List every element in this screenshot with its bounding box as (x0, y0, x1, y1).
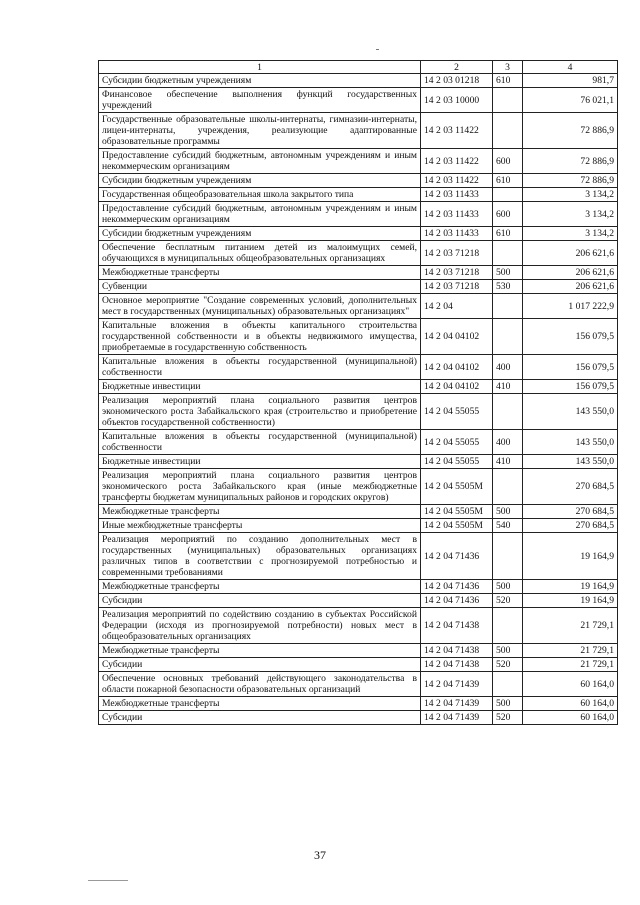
budget-table (98, 60, 618, 725)
row-expense-type-cell: 500 (493, 505, 523, 519)
row-expense-type-cell: 540 (493, 519, 523, 533)
row-code-cell: 14 2 04 55055 (421, 430, 493, 455)
row-sum-cell: 21 729,1 (523, 658, 618, 672)
row-expense-type-cell: 500 (493, 580, 523, 594)
page-number: 37 (314, 848, 326, 862)
row-name-cell: Межбюджетные трансферты (99, 580, 421, 594)
table-row (99, 113, 618, 149)
table-row (99, 149, 618, 174)
table-body (99, 74, 618, 725)
row-expense-type-cell: 410 (493, 455, 523, 469)
row-code-cell: 14 2 04 04102 (421, 355, 493, 380)
row-name-cell: Бюджетные инвестиции (99, 455, 421, 469)
row-name-cell: Реализация мероприятий плана социального развития центров экономического роста Забайкальского края (строительство и приобретение объектов государственной собственности) (99, 394, 421, 430)
row-expense-type-cell (493, 294, 523, 319)
row-name-cell: Финансовое обеспечение выполнения функций государственных учреждений (99, 88, 421, 113)
table-row (99, 227, 618, 241)
row-sum-cell: 21 729,1 (523, 644, 618, 658)
table-row (99, 697, 618, 711)
row-expense-type-cell: 530 (493, 280, 523, 294)
row-name-cell: Капитальные вложения в объекты капитального строительства государственной собственности и в объекты недвижимого имущества, приобретаемые в государственную собственность (99, 319, 421, 355)
row-expense-type-cell (493, 319, 523, 355)
row-name-cell: Реализация мероприятий по содействию созданию в субъектах Российской Федерации (исходя из прогнозируемой потребности) новых мест в общеобразовательных организациях (99, 608, 421, 644)
table-row (99, 505, 618, 519)
row-code-cell: 14 2 03 11433 (421, 202, 493, 227)
row-code-cell: 14 2 03 11422 (421, 149, 493, 174)
row-expense-type-cell: 500 (493, 266, 523, 280)
row-sum-cell: 19 164,9 (523, 533, 618, 580)
table-row (99, 188, 618, 202)
row-sum-cell: 143 550,0 (523, 394, 618, 430)
row-name-cell: Межбюджетные трансферты (99, 505, 421, 519)
row-sum-cell: 76 021,1 (523, 88, 618, 113)
row-code-cell: 14 2 03 71218 (421, 280, 493, 294)
row-sum-cell: 3 134,2 (523, 202, 618, 227)
row-code-cell: 14 2 03 11433 (421, 227, 493, 241)
table-row (99, 355, 618, 380)
row-name-cell: Бюджетные инвестиции (99, 380, 421, 394)
header-col-2: 2 (421, 61, 493, 74)
row-code-cell: 14 2 03 01218 (421, 74, 493, 88)
row-code-cell: 14 2 03 10000 (421, 88, 493, 113)
table-row (99, 658, 618, 672)
row-code-cell: 14 2 03 71218 (421, 266, 493, 280)
table-row (99, 319, 618, 355)
row-sum-cell: 981,7 (523, 74, 618, 88)
row-name-cell: Капитальные вложения в объекты государственной (муниципальной) собственности (99, 355, 421, 380)
table-row (99, 608, 618, 644)
row-expense-type-cell: 610 (493, 227, 523, 241)
row-name-cell: Субсидии бюджетным учреждениям (99, 174, 421, 188)
row-code-cell: 14 2 03 11433 (421, 188, 493, 202)
header-col-3: 3 (493, 61, 523, 74)
row-expense-type-cell: 610 (493, 174, 523, 188)
row-code-cell: 14 2 04 71439 (421, 672, 493, 697)
scan-speck (376, 49, 379, 50)
table-row (99, 294, 618, 319)
row-sum-cell: 206 621,6 (523, 280, 618, 294)
header-col-4: 4 (523, 61, 618, 74)
row-name-cell: Реализация мероприятий плана социального развития центров экономического роста Забайкальского края (иные межбюджетные трансферты бюджетам муниципальных районов и городских округов) (99, 469, 421, 505)
row-sum-cell: 21 729,1 (523, 608, 618, 644)
row-sum-cell: 206 621,6 (523, 266, 618, 280)
row-expense-type-cell: 400 (493, 355, 523, 380)
table-row (99, 74, 618, 88)
row-code-cell: 14 2 04 5505М (421, 505, 493, 519)
row-name-cell: Предоставление субсидий бюджетным, автономным учреждениям и иным некоммерческим организациям (99, 202, 421, 227)
row-sum-cell: 156 079,5 (523, 355, 618, 380)
row-sum-cell: 143 550,0 (523, 455, 618, 469)
row-expense-type-cell: 600 (493, 149, 523, 174)
row-expense-type-cell: 410 (493, 380, 523, 394)
row-sum-cell: 60 164,0 (523, 711, 618, 725)
row-expense-type-cell (493, 394, 523, 430)
row-sum-cell: 72 886,9 (523, 174, 618, 188)
row-expense-type-cell: 520 (493, 658, 523, 672)
table-row (99, 455, 618, 469)
row-name-cell: Межбюджетные трансферты (99, 266, 421, 280)
row-code-cell: 14 2 04 71436 (421, 533, 493, 580)
table-row (99, 469, 618, 505)
row-code-cell: 14 2 03 11422 (421, 113, 493, 149)
table-row (99, 202, 618, 227)
row-sum-cell: 3 134,2 (523, 227, 618, 241)
row-expense-type-cell (493, 188, 523, 202)
table-row (99, 241, 618, 266)
row-name-cell: Основное мероприятие "Создание современных условий, дополнительных мест в государственных (муниципальных) образовательных организациях" (99, 294, 421, 319)
row-expense-type-cell (493, 241, 523, 266)
row-name-cell: Обеспечение основных требований действующего законодательства в области пожарной безопасности образовательных организаций (99, 672, 421, 697)
table-row (99, 594, 618, 608)
row-name-cell: Государственная общеобразовательная школа закрытого типа (99, 188, 421, 202)
row-sum-cell: 60 164,0 (523, 697, 618, 711)
row-sum-cell: 270 684,5 (523, 469, 618, 505)
row-expense-type-cell: 520 (493, 594, 523, 608)
table-row (99, 380, 618, 394)
footer-line (88, 880, 128, 881)
row-expense-type-cell (493, 672, 523, 697)
row-code-cell: 14 2 04 5505М (421, 519, 493, 533)
row-name-cell: Субсидии (99, 711, 421, 725)
row-code-cell: 14 2 03 11422 (421, 174, 493, 188)
row-name-cell: Субсидии бюджетным учреждениям (99, 74, 421, 88)
row-expense-type-cell: 600 (493, 202, 523, 227)
row-expense-type-cell: 610 (493, 74, 523, 88)
row-code-cell: 14 2 04 55055 (421, 394, 493, 430)
row-name-cell: Иные межбюджетные трансферты (99, 519, 421, 533)
row-sum-cell: 270 684,5 (523, 519, 618, 533)
row-code-cell: 14 2 04 71436 (421, 594, 493, 608)
row-expense-type-cell (493, 113, 523, 149)
row-sum-cell: 1 017 222,9 (523, 294, 618, 319)
table-row (99, 711, 618, 725)
row-sum-cell: 19 164,9 (523, 580, 618, 594)
row-expense-type-cell (493, 608, 523, 644)
table-row (99, 519, 618, 533)
row-code-cell: 14 2 03 71218 (421, 241, 493, 266)
row-sum-cell: 270 684,5 (523, 505, 618, 519)
row-name-cell: Субсидии (99, 658, 421, 672)
row-name-cell: Реализация мероприятий по созданию дополнительных мест в государственных (муниципальных) образовательных организациях различных типов в соответствии с прогнозируемой потребностью и современными требованиями (99, 533, 421, 580)
row-sum-cell: 72 886,9 (523, 149, 618, 174)
row-name-cell: Субсидии (99, 594, 421, 608)
row-name-cell: Межбюджетные трансферты (99, 697, 421, 711)
row-code-cell: 14 2 04 5505М (421, 469, 493, 505)
row-name-cell: Государственные образовательные школы-интернаты, гимназии-интернаты, лицеи-интернаты, учреждения, реализующие адаптированные образовательные программы (99, 113, 421, 149)
row-expense-type-cell (493, 533, 523, 580)
row-code-cell: 14 2 04 71438 (421, 608, 493, 644)
row-sum-cell: 143 550,0 (523, 430, 618, 455)
row-name-cell: Субсидии бюджетным учреждениям (99, 227, 421, 241)
row-sum-cell: 72 886,9 (523, 113, 618, 149)
table-row (99, 280, 618, 294)
table-row (99, 88, 618, 113)
row-sum-cell: 60 164,0 (523, 672, 618, 697)
table-row (99, 672, 618, 697)
row-code-cell: 14 2 04 71438 (421, 644, 493, 658)
row-expense-type-cell: 500 (493, 644, 523, 658)
row-expense-type-cell: 400 (493, 430, 523, 455)
row-sum-cell: 206 621,6 (523, 241, 618, 266)
row-code-cell: 14 2 04 71439 (421, 711, 493, 725)
row-sum-cell: 156 079,5 (523, 319, 618, 355)
row-name-cell: Предоставление субсидий бюджетным, автономным учреждениям и иным некоммерческим организациям (99, 149, 421, 174)
row-name-cell: Субвенции (99, 280, 421, 294)
row-expense-type-cell (493, 88, 523, 113)
row-code-cell: 14 2 04 04102 (421, 380, 493, 394)
table-row (99, 644, 618, 658)
row-sum-cell: 156 079,5 (523, 380, 618, 394)
row-code-cell: 14 2 04 71439 (421, 697, 493, 711)
row-name-cell: Межбюджетные трансферты (99, 644, 421, 658)
header-col-1: 1 (99, 61, 421, 74)
row-code-cell: 14 2 04 71436 (421, 580, 493, 594)
header-row (99, 61, 618, 74)
row-code-cell: 14 2 04 (421, 294, 493, 319)
row-sum-cell: 19 164,9 (523, 594, 618, 608)
row-name-cell: Обеспечение бесплатным питанием детей из малоимущих семей, обучающихся в муниципальных общеобразовательных организациях (99, 241, 421, 266)
row-expense-type-cell: 520 (493, 711, 523, 725)
table-row (99, 394, 618, 430)
row-sum-cell: 3 134,2 (523, 188, 618, 202)
row-code-cell: 14 2 04 71438 (421, 658, 493, 672)
table-row (99, 430, 618, 455)
row-expense-type-cell (493, 469, 523, 505)
row-name-cell: Капитальные вложения в объекты государственной (муниципальной) собственности (99, 430, 421, 455)
row-code-cell: 14 2 04 55055 (421, 455, 493, 469)
table-row (99, 533, 618, 580)
table-row (99, 266, 618, 280)
table-row (99, 580, 618, 594)
table-row (99, 174, 618, 188)
row-expense-type-cell: 500 (493, 697, 523, 711)
row-code-cell: 14 2 04 04102 (421, 319, 493, 355)
